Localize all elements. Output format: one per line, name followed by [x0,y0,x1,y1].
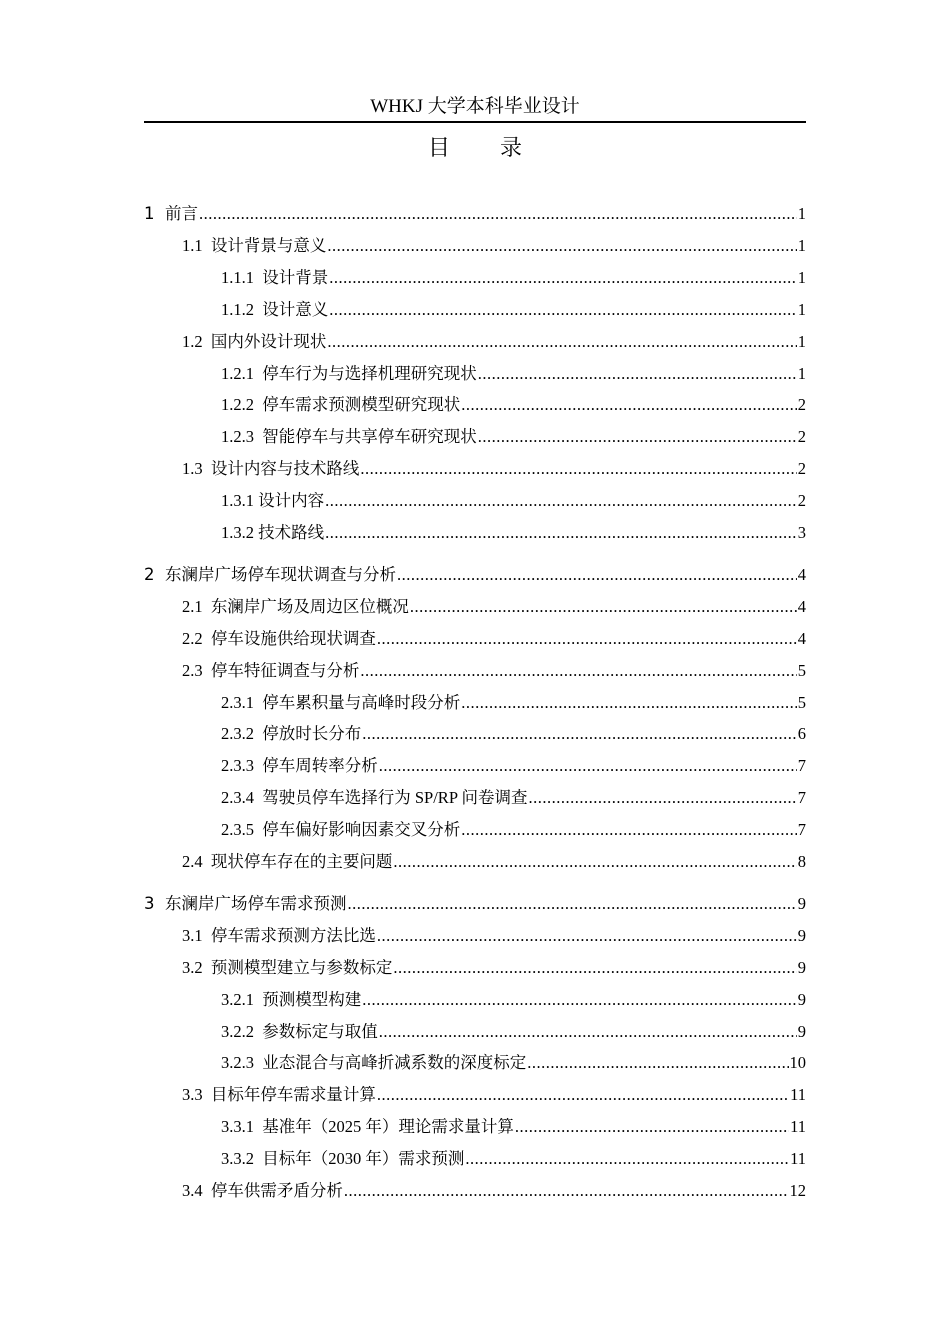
toc-entry[interactable] [144,779,806,809]
toc-entry[interactable] [144,981,806,1011]
toc-entry[interactable] [144,1172,806,1202]
toc-entry-number: 3.2 [182,957,211,977]
toc-entry-title: 停车需求预测方法比选 [210,925,376,945]
toc-entry-number: 3.2.1 [221,989,263,1009]
toc-entry[interactable] [144,747,806,777]
toc-entry-title: 设计内容与技术路线 [210,459,360,479]
toc-entry[interactable] [144,386,806,416]
toc-entry-page: 9 [797,1021,806,1041]
toc-leader-dots [325,490,797,512]
toc-entry-number: 1.2 [182,331,211,351]
toc-entry-number: 1.2.2 [221,395,263,415]
toc-entry-page: 6 [797,724,806,744]
toc-title-char-2: 录 [500,136,523,161]
toc-entry-number: 1.1.2 [221,299,263,319]
toc-entry-title: 设计背景 [262,267,329,287]
toc-entry-page: 9 [797,957,806,977]
toc-entry-page: 2 [797,459,806,479]
toc-leader-dots [527,1052,788,1074]
toc-leader-dots [348,893,797,915]
toc-entry-title: 停车需求预测模型研究现状 [262,395,461,415]
toc-entry-title: 东澜岸广场停车现状调查与分析 [165,564,396,584]
toc-entry-title: 参数标定与取值 [262,1021,378,1041]
toc-entry-page: 1 [797,331,806,351]
toc-entry-title: 东澜岸广场停车需求预测 [165,893,347,913]
toc-entry-number: 2.3.5 [221,820,263,840]
toc-entry-page: 9 [797,893,806,913]
toc-entry-title: 停放时长分布 [262,724,362,744]
toc-leader-dots [397,564,797,586]
toc-leader-dots [360,660,796,682]
toc-entry[interactable] [144,588,806,618]
toc-entry-page: 9 [797,925,806,945]
toc-entry-number: 1.2.3 [221,427,263,447]
toc-entry-title: 设计内容 [258,491,325,511]
toc-entry[interactable] [144,1108,806,1138]
toc-entry-title: 停车设施供给现状调查 [210,628,376,648]
toc-entry[interactable] [144,715,806,745]
toc-entry-page: 1 [797,267,806,287]
toc-entry[interactable] [144,418,806,448]
toc-entry-number: 2.3.2 [221,724,263,744]
toc-entry-number: 3 [144,893,165,913]
toc-leader-dots [344,1180,789,1202]
toc-entry-title: 业态混合与高峰折减系数的深度标定 [262,1053,527,1073]
toc-title-char-1: 目 [427,136,450,161]
toc-entry-title: 预测模型建立与参数标定 [210,957,393,977]
toc-entry-page: 7 [797,756,806,776]
toc-entry[interactable] [144,227,806,257]
toc-entry[interactable] [144,323,806,353]
toc-leader-dots [360,458,796,480]
toc-leader-dots [327,235,796,257]
toc-leader-dots [362,723,797,745]
toc-entry-page: 4 [797,596,806,616]
toc-leader-dots [377,628,797,650]
toc-entry-number: 1.2.1 [221,363,263,383]
toc-entry[interactable] [144,355,806,385]
toc-entry-title: 停车行为与选择机理研究现状 [262,363,477,383]
header-rule [144,121,806,123]
toc-entry[interactable] [144,259,806,289]
toc-entry-page: 5 [797,660,806,680]
toc-entry-title: 设计意义 [262,299,329,319]
toc-entry-number: 1.1 [182,235,211,255]
toc-entry-page: 11 [790,1149,806,1169]
toc-entry[interactable] [144,556,806,586]
toc-leader-dots [379,755,797,777]
toc-entry-number: 1.3.1 [221,491,259,511]
toc-leader-dots [329,267,797,289]
toc-leader-dots [461,394,797,416]
toc-entry-number: 3.3.1 [221,1117,263,1137]
toc-entry-page: 1 [797,299,806,319]
toc-entry-page: 4 [797,564,806,584]
toc-entry-page: 10 [789,1053,806,1073]
toc-entry-title: 停车周转率分析 [262,756,378,776]
toc-entry[interactable] [144,620,806,650]
toc-entry-title: 智能停车与共享停车研究现状 [262,427,477,447]
toc-entry-number: 3.3 [182,1085,211,1105]
toc-entry[interactable] [144,652,806,682]
toc-entry[interactable] [144,949,806,979]
toc-entry-page: 7 [797,788,806,808]
toc-entry-number: 1 [144,204,165,223]
toc-entry[interactable] [144,917,806,947]
toc-entry-page: 3 [797,523,806,542]
toc-leader-dots [327,331,796,353]
toc-entry-title: 国内外设计现状 [210,331,327,351]
toc-entry[interactable] [144,450,806,480]
toc-entry[interactable] [144,291,806,321]
toc-leader-dots [478,426,797,448]
toc-entry-number: 2.1 [182,596,211,616]
toc-entry-title: 目标年（2030 年）需求预测 [262,1149,465,1169]
toc-entry-number: 3.1 [182,925,211,945]
toc-entry-title: 基准年（2025 年）理论需求量计算 [262,1117,514,1137]
toc-entry-title: 技术路线 [258,523,325,542]
toc-entry[interactable] [144,1044,806,1074]
toc-entry-title: 停车偏好影响因素交叉分析 [262,820,461,840]
toc-entry-page: 7 [797,820,806,840]
toc-title [144,132,806,166]
toc-entry-number: 1.3 [182,459,211,479]
toc-leader-dots [515,1116,789,1138]
toc-entry-number: 2.3.3 [221,756,263,776]
toc-leader-dots [377,925,797,947]
toc-entry[interactable] [144,811,806,841]
toc-entry-number: 3.3.2 [221,1149,263,1169]
toc-entry-title: 停车供需矛盾分析 [210,1181,343,1200]
toc-entry-page: 1 [797,204,806,223]
toc-entry-page: 9 [797,989,806,1009]
toc-leader-dots [529,787,797,809]
toc-entry-number: 1.1.1 [221,267,263,287]
toc-entry-number: 1.3.2 [221,523,259,542]
toc-entry-title: 前言 [165,204,198,223]
toc-entry-number: 3.2.3 [221,1053,263,1073]
toc-entry[interactable] [144,684,806,714]
toc-entry-page: 11 [790,1085,806,1105]
toc-leader-dots [199,203,797,225]
toc-entry[interactable] [144,482,806,512]
page-header [144,94,806,120]
toc-leader-dots [465,1148,789,1170]
toc-leader-dots [478,363,797,385]
toc-entry-page: 8 [797,852,806,871]
toc-entry-page: 2 [797,491,806,511]
toc-entry[interactable] [144,514,806,544]
toc-entry-title: 预测模型构建 [262,989,362,1009]
toc-entry-page: 4 [797,628,806,648]
toc-entry-page: 1 [797,363,806,383]
toc-entry-number: 3.2.2 [221,1021,263,1041]
toc-entry[interactable] [144,1013,806,1043]
toc-entry[interactable] [144,885,806,915]
toc-entry-page: 2 [797,427,806,447]
toc-entry-title: 现状停车存在的主要问题 [210,852,393,871]
toc-entry-page: 11 [790,1117,806,1137]
toc-leader-dots [410,596,797,618]
toc-entry-page: 5 [797,692,806,712]
toc-entry-title: 东澜岸广场及周边区位概况 [210,596,409,616]
toc-entry-number: 2.3.4 [221,788,263,808]
toc-leader-dots [379,1021,797,1043]
toc-entry-title: 设计背景与意义 [210,235,327,255]
toc-entry-number: 2 [144,564,165,584]
toc-leader-dots [329,299,797,321]
toc-entry-number: 2.2 [182,628,211,648]
toc-entry-page: 12 [789,1181,806,1200]
toc-entry[interactable] [144,195,806,225]
toc-entry[interactable] [144,1140,806,1170]
toc-entry-title: 驾驶员停车选择行为 SP/RP 问卷调查 [262,788,528,808]
toc-leader-dots [377,1084,789,1106]
toc-leader-dots [362,989,797,1011]
toc-entry[interactable] [144,843,806,873]
toc-entry-title: 停车累积量与高峰时段分析 [262,692,461,712]
toc-entry-number: 2.3 [182,660,211,680]
toc-leader-dots [325,522,797,544]
toc-entry-title: 目标年停车需求量计算 [210,1085,376,1105]
toc-leader-dots [393,851,796,873]
toc-entry-page: 2 [797,395,806,415]
toc-leader-dots [393,957,796,979]
toc-leader-dots [461,692,797,714]
toc-entry-number: 2.3.1 [221,692,263,712]
toc-entry-number: 3.4 [182,1181,211,1200]
toc-entry-number: 2.4 [182,852,211,871]
toc-entry-title: 停车特征调查与分析 [210,660,360,680]
toc-leader-dots [461,819,797,841]
toc-entry-page: 1 [797,235,806,255]
toc-entry[interactable] [144,1076,806,1106]
header-title: WHKJ 大学本科毕业设计 [370,96,580,117]
